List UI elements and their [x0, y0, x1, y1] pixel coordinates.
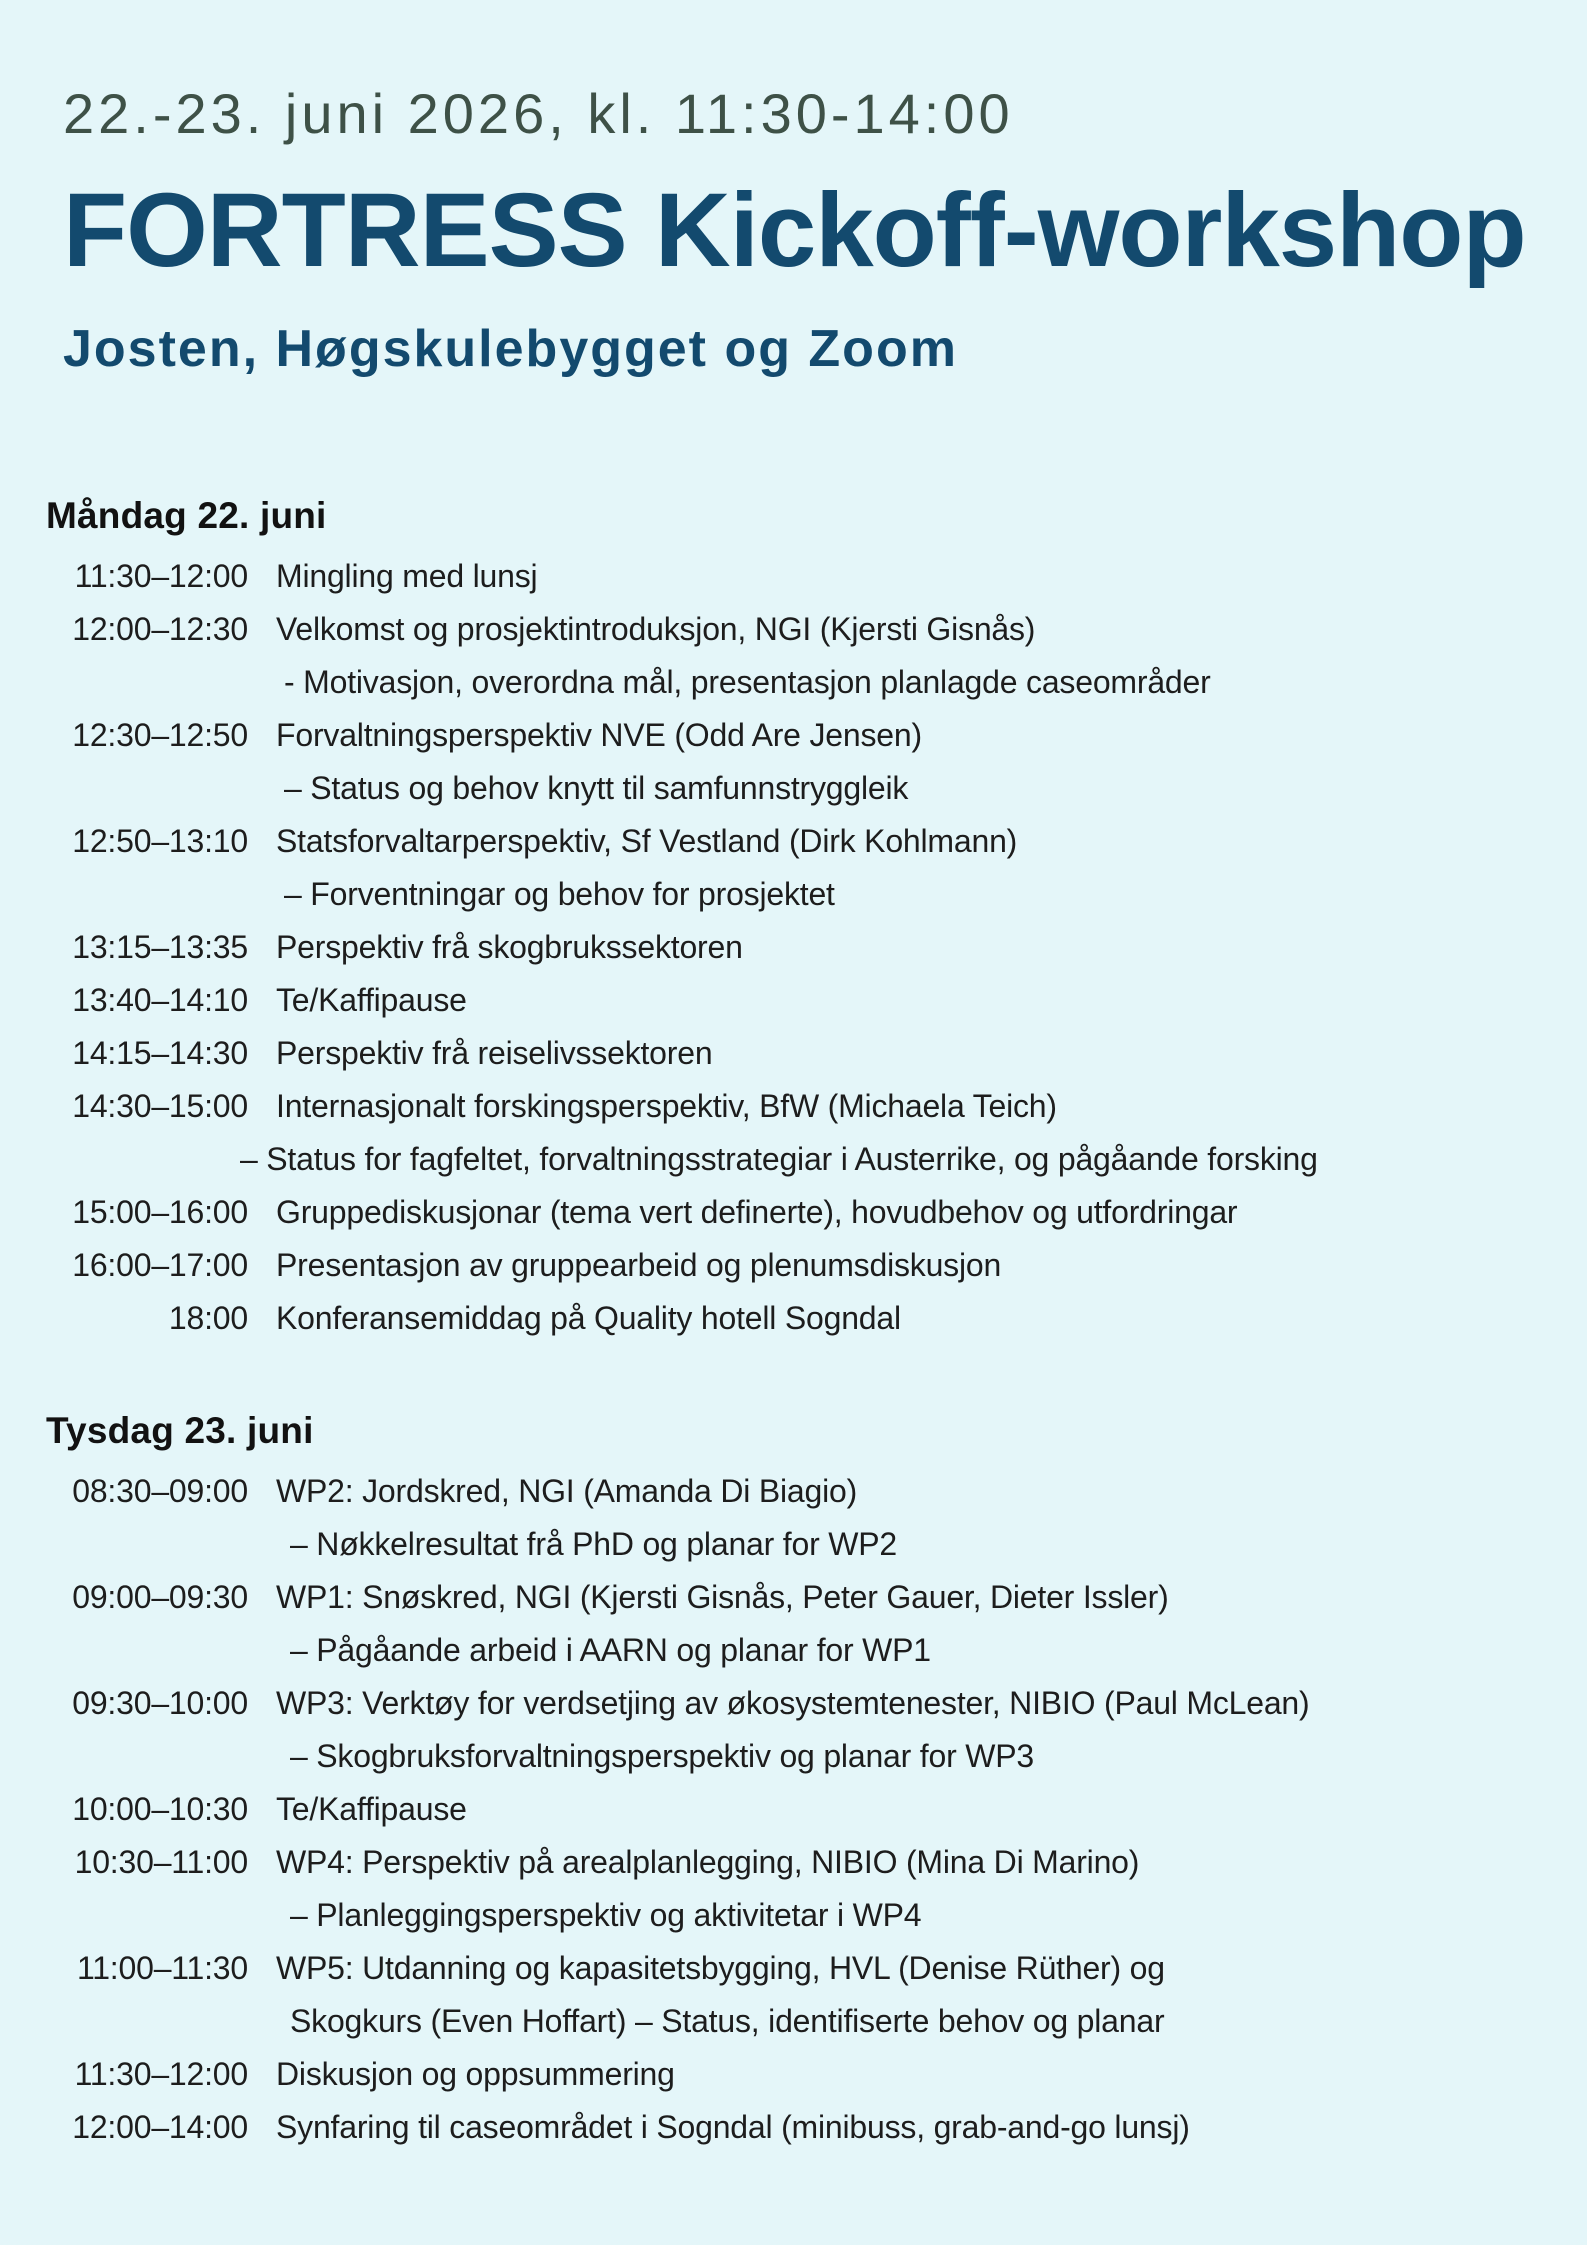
agenda-row	[46, 1080, 1567, 1133]
agenda-row	[46, 868, 1567, 921]
agenda-description: Forvaltningsperspektiv NVE (Odd Are Jensen)	[276, 717, 922, 754]
agenda-description: WP5: Utdanning og kapasitetsbygging, HVL (Denise Rüther) og	[276, 1950, 1165, 1987]
agenda-time: 08:30–09:00	[72, 1473, 248, 1510]
agenda-time: 16:00–17:00	[72, 1247, 248, 1284]
agenda-row	[46, 921, 1567, 974]
day-heading: Tysdag 23. juni	[46, 1410, 314, 1452]
agenda-time: 13:40–14:10	[72, 982, 248, 1019]
event-date: 22.-23. juni 2026, kl. 11:30-14:00	[63, 82, 1014, 145]
agenda-row	[46, 2101, 1567, 2154]
agenda-row	[46, 1677, 1567, 1730]
agenda-description: WP3: Verktøy for verdsetjing av økosystemtenester, NIBIO (Paul McLean)	[276, 1685, 1310, 1722]
agenda-time: 13:15–13:35	[72, 929, 248, 966]
agenda-time: 11:30–12:00	[74, 558, 248, 595]
agenda-description: WP2: Jordskred, NGI (Amanda Di Biagio)	[276, 1473, 858, 1510]
day-rows	[46, 1465, 1567, 2154]
agenda-description: – Nøkkelresultat frå PhD og planar for WP2	[290, 1526, 897, 1563]
agenda-time: 09:30–10:00	[72, 1685, 248, 1722]
day-section	[46, 492, 1567, 1345]
agenda-time: 12:00–14:00	[72, 2109, 248, 2146]
agenda-description: Perspektiv frå skogbrukssektoren	[276, 929, 743, 966]
agenda-row	[46, 656, 1567, 709]
agenda-description: Velkomst og prosjektintroduksjon, NGI (Kjersti Gisnås)	[276, 611, 1036, 648]
agenda-description: WP4: Perspektiv på arealplanlegging, NIBIO (Mina Di Marino)	[276, 1844, 1140, 1881]
agenda-description: Konferansemiddag på Quality hotell Sogndal	[276, 1300, 901, 1337]
agenda-description: Skogkurs (Even Hoffart) – Status, identifiserte behov og planar	[290, 2003, 1165, 2040]
agenda-row	[46, 815, 1567, 868]
agenda-row	[46, 1186, 1567, 1239]
agenda-row	[46, 1133, 1567, 1186]
agenda-description: – Planleggingsperspektiv og aktivitetar i WP4	[290, 1897, 922, 1934]
agenda-row	[46, 1836, 1567, 1889]
agenda-row	[46, 1889, 1567, 1942]
agenda-description: – Forventningar og behov for prosjektet	[284, 876, 835, 913]
agenda-time: 10:30–11:00	[74, 1844, 248, 1881]
agenda-description: – Pågåande arbeid i AARN og planar for WP1	[290, 1632, 931, 1669]
agenda-row	[46, 603, 1567, 656]
day-heading: Måndag 22. juni	[46, 495, 327, 537]
agenda-time: 12:30–12:50	[72, 717, 248, 754]
agenda-row	[46, 1465, 1567, 1518]
agenda-time: 12:50–13:10	[72, 823, 248, 860]
agenda-row	[46, 1624, 1567, 1677]
day-section	[46, 1407, 1567, 2154]
agenda-description: Statsforvaltarperspektiv, Sf Vestland (Dirk Kohlmann)	[276, 823, 1018, 860]
agenda-row	[46, 1942, 1567, 1995]
agenda-row	[46, 762, 1567, 815]
event-location: Josten, Høgskulebygget og Zoom	[63, 319, 958, 378]
agenda-row	[46, 2048, 1567, 2101]
day-rows	[46, 550, 1567, 1345]
agenda-description: - Motivasjon, overordna mål, presentasjon planlagde caseområder	[284, 664, 1211, 701]
agenda-description: Perspektiv frå reiselivssektoren	[276, 1035, 713, 1072]
agenda-description: Te/Kaffipause	[276, 1791, 467, 1828]
agenda-row	[46, 1292, 1567, 1345]
agenda-row	[46, 1995, 1567, 2048]
agenda-description: Te/Kaffipause	[276, 982, 467, 1019]
agenda-time: 10:00–10:30	[72, 1791, 248, 1828]
agenda-time: 15:00–16:00	[72, 1194, 248, 1231]
agenda-time: 09:00–09:30	[72, 1579, 248, 1616]
page-title: FORTRESS Kickoff-workshop	[63, 172, 1526, 290]
agenda-description: Gruppediskusjonar (tema vert definerte), hovudbehov og utfordringar	[276, 1194, 1238, 1231]
agenda-time: 12:00–12:30	[72, 611, 248, 648]
agenda-days	[46, 492, 1567, 2154]
agenda-row	[46, 709, 1567, 762]
agenda-row	[46, 974, 1567, 1027]
agenda-time: 18:00	[168, 1300, 248, 1337]
agenda-description: – Skogbruksforvaltningsperspektiv og planar for WP3	[290, 1738, 1034, 1775]
agenda-row	[46, 1571, 1567, 1624]
agenda-time: 14:30–15:00	[72, 1088, 248, 1125]
agenda-time: 14:15–14:30	[72, 1035, 248, 1072]
agenda-description: Presentasjon av gruppearbeid og plenumsdiskusjon	[276, 1247, 1002, 1284]
agenda-row	[46, 1239, 1567, 1292]
agenda-description: – Status for fagfeltet, forvaltningsstrategiar i Austerrike, og pågåande forsking	[240, 1141, 1318, 1178]
agenda-row	[46, 1027, 1567, 1080]
agenda-description: – Status og behov knytt til samfunnstryggleik	[284, 770, 909, 807]
agenda-row	[46, 550, 1567, 603]
agenda-description: Mingling med lunsj	[276, 558, 538, 595]
agenda-description: Synfaring til caseområdet i Sogndal (minibuss, grab-and-go lunsj)	[276, 2109, 1190, 2146]
agenda-description: Diskusjon og oppsummering	[276, 2056, 675, 2093]
agenda-row	[46, 1730, 1567, 1783]
agenda-time: 11:30–12:00	[74, 2056, 248, 2093]
agenda-time: 11:00–11:30	[76, 1950, 248, 1987]
page-header	[63, 80, 1567, 380]
agenda-row	[46, 1518, 1567, 1571]
agenda-description: Internasjonalt forskingsperspektiv, BfW (Michaela Teich)	[276, 1088, 1057, 1125]
agenda-row	[46, 1783, 1567, 1836]
agenda-description: WP1: Snøskred, NGI (Kjersti Gisnås, Peter Gauer, Dieter Issler)	[276, 1579, 1169, 1616]
